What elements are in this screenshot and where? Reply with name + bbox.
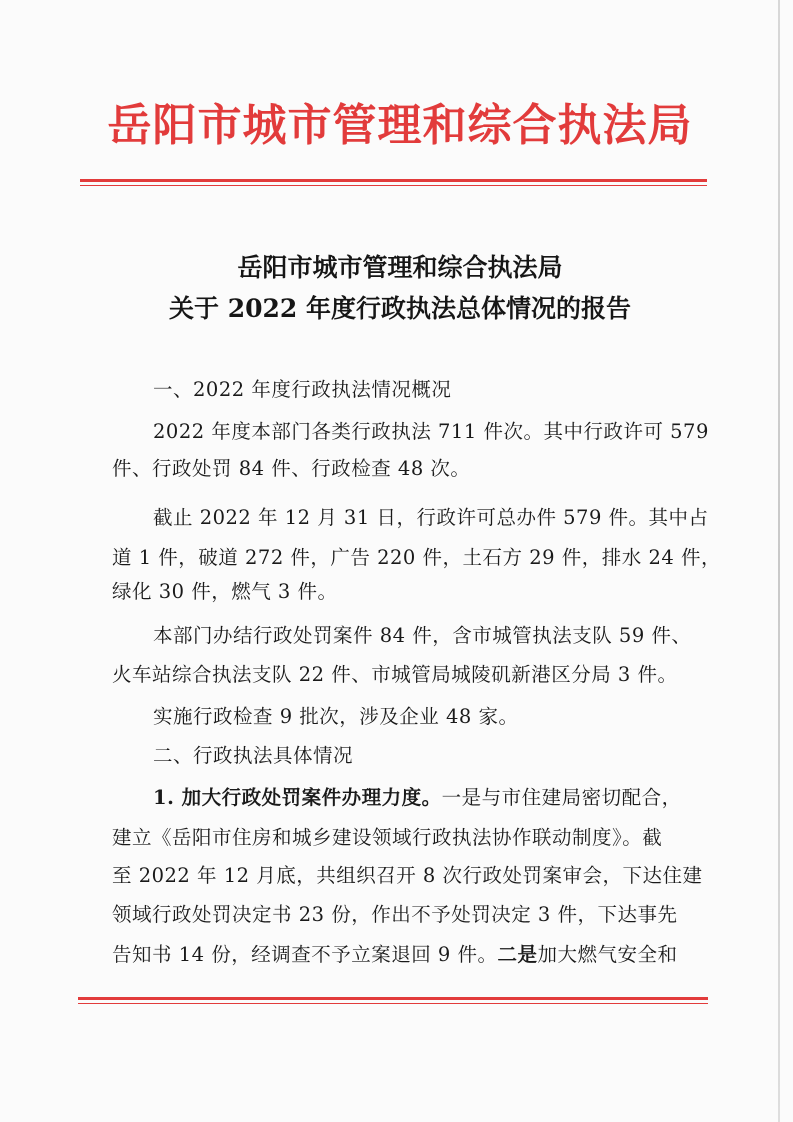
paragraph-5-line-5-part-a: 告知书 14 份，经调查不予立案退回 9 件。 [112, 943, 498, 966]
paragraph-5-line-5-part-c: 加大燃气安全和 [537, 943, 678, 966]
paragraph-5-line-1-rest: 一是与市住建局密切配合， [441, 786, 682, 809]
report-title-line1: 岳阳市城市管理和综合执法局 [237, 253, 563, 282]
paragraph-5-second-point-bold: 二是 [497, 943, 538, 966]
paragraph-5-line-5 [112, 935, 692, 975]
paragraph-5-line-4: 领域行政处罚决定书 23 份，作出不予处罚决定 3 件，下达事先 [112, 903, 678, 926]
report-title-line2: 关于 2022 年度行政执法总体情况的报告 [169, 294, 631, 323]
section-heading-2: 二、行政执法具体情况 [153, 744, 354, 767]
paragraph-4: 实施行政检查 9 批次，涉及企业 48 家。 [153, 705, 519, 728]
paragraph-5-lead-bold: 1. 加大行政处罚案件办理力度。 [153, 786, 442, 809]
footer-rule-thick [78, 997, 708, 1000]
paragraph-2-line-3: 绿化 30 件，燃气 3 件。 [112, 580, 338, 603]
paragraph-1-line-2: 件、行政处罚 84 件、行政检查 48 次。 [112, 457, 471, 480]
paragraph-2-line-1: 截止 2022 年 12 月 31 日，行政许可总办件 579 件。其中占 [153, 506, 709, 529]
section-heading-1: 一、2022 年度行政执法情况概况 [153, 378, 452, 401]
paragraph-5-line-3: 至 2022 年 12 月底，共组织召开 8 次行政处罚案审会，下达住建 [112, 864, 703, 887]
paragraph-1-line-1: 2022 年度本部门各类行政执法 711 件次。其中行政许可 579 [153, 420, 709, 443]
masthead-agency-name: 岳阳市城市管理和综合执法局 [107, 100, 693, 151]
masthead-rule-thick [80, 179, 707, 182]
page-edge-shadow [778, 0, 780, 1122]
footer-rule-thin [78, 1003, 708, 1004]
paragraph-2-line-2: 道 1 件，破道 272 件，广告 220 件，土石方 29 件，排水 24 件， [112, 546, 721, 569]
masthead-rule-thin [80, 185, 707, 186]
paragraph-3-line-1: 本部门办结行政处罚案件 84 件，含市城管执法支队 59 件、 [153, 624, 692, 647]
paragraph-5-line-1 [153, 778, 733, 818]
paragraph-3-line-2: 火车站综合执法支队 22 件、市城管局城陵矶新港区分局 3 件。 [112, 663, 678, 686]
paragraph-5-line-2: 建立《岳阳市住房和城乡建设领域行政执法协作联动制度》。截 [112, 826, 663, 849]
